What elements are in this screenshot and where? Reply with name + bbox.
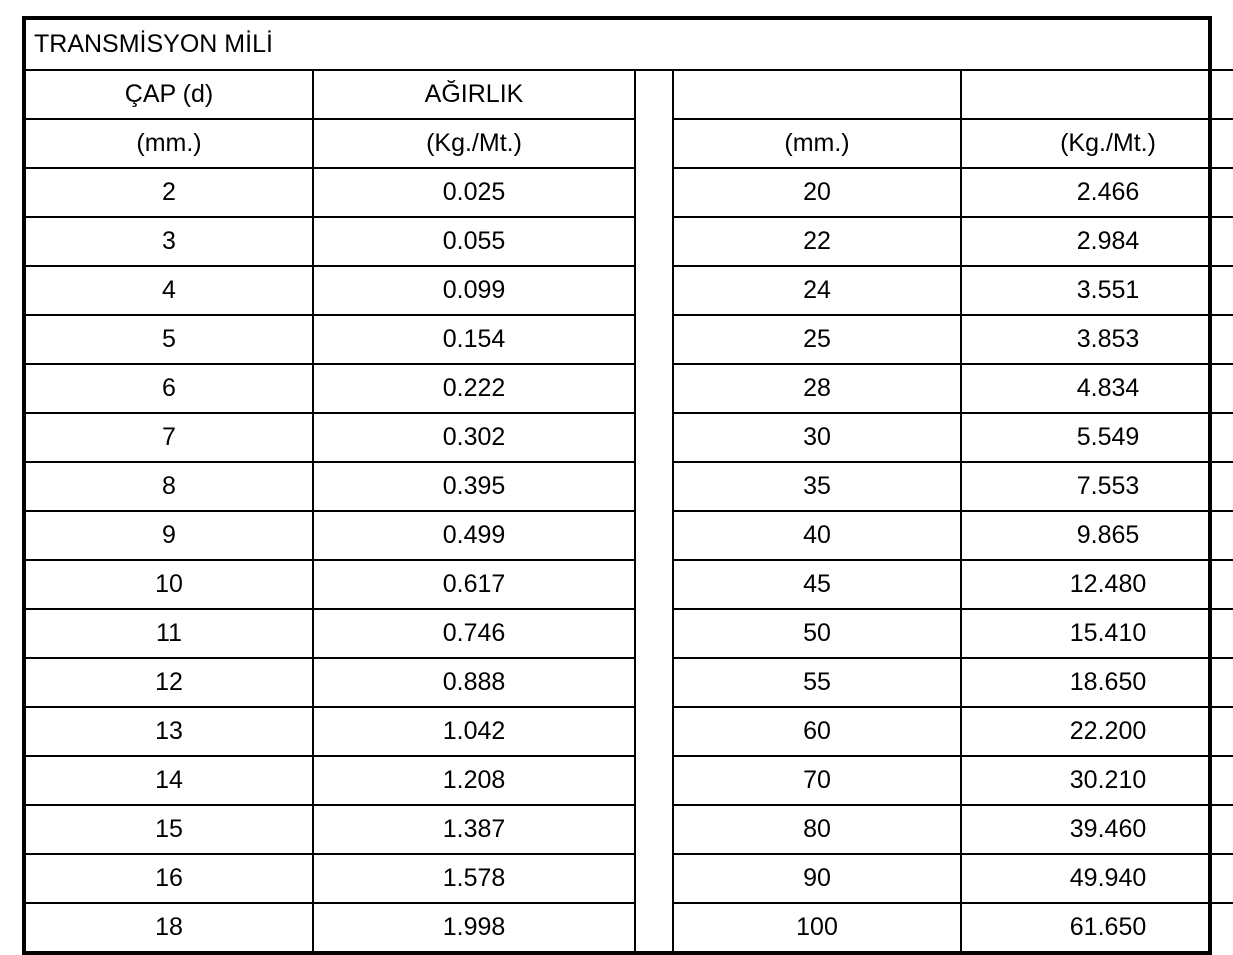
cell-diameter-right: 30: [673, 413, 961, 462]
cell-diameter-right: 25: [673, 315, 961, 364]
header-left-diameter-unit: (mm.): [26, 119, 313, 168]
cell-diameter-right: 60: [673, 707, 961, 756]
table-row: [26, 315, 1233, 364]
cell-weight-right: 12.480: [961, 560, 1233, 609]
header-left-diameter: ÇAP (d): [26, 70, 313, 119]
cell-diameter-right: 20: [673, 168, 961, 217]
column-separator: [635, 609, 673, 658]
cell-weight-left: 0.888: [313, 658, 635, 707]
cell-diameter-left: 5: [26, 315, 313, 364]
cell-diameter-right: 90: [673, 854, 961, 903]
header-right-diameter: [673, 70, 961, 119]
column-separator: [635, 119, 673, 168]
cell-diameter-left: 10: [26, 560, 313, 609]
cell-weight-left: 0.617: [313, 560, 635, 609]
cell-weight-right: 18.650: [961, 658, 1233, 707]
cell-diameter-left: 8: [26, 462, 313, 511]
cell-diameter-left: 4: [26, 266, 313, 315]
table-row: [26, 168, 1233, 217]
cell-diameter-right: 40: [673, 511, 961, 560]
cell-weight-right: 2.466: [961, 168, 1233, 217]
column-separator: [635, 511, 673, 560]
cell-diameter-left: 11: [26, 609, 313, 658]
cell-diameter-left: 16: [26, 854, 313, 903]
table-row: [26, 707, 1233, 756]
header-right-diameter-unit: (mm.): [673, 119, 961, 168]
table-row: [26, 658, 1233, 707]
table-title: TRANSMİSYON MİLİ: [26, 20, 1233, 70]
table-row: [26, 805, 1233, 854]
column-separator: [635, 217, 673, 266]
column-separator: [635, 756, 673, 805]
header-right-weight: [961, 70, 1233, 119]
cell-weight-left: 0.302: [313, 413, 635, 462]
cell-diameter-left: 9: [26, 511, 313, 560]
cell-diameter-left: 3: [26, 217, 313, 266]
column-separator: [635, 315, 673, 364]
column-separator: [635, 854, 673, 903]
cell-diameter-right: 45: [673, 560, 961, 609]
table-row: [26, 462, 1233, 511]
table-row: [26, 413, 1233, 462]
spec-table: [26, 20, 1233, 951]
table-row: [26, 364, 1233, 413]
cell-diameter-right: 24: [673, 266, 961, 315]
column-separator: [635, 462, 673, 511]
table-row: [26, 756, 1233, 805]
cell-diameter-right: 22: [673, 217, 961, 266]
header-left-weight-unit: (Kg./Mt.): [313, 119, 635, 168]
cell-diameter-right: 80: [673, 805, 961, 854]
header-row-2: [26, 119, 1233, 168]
cell-weight-right: 5.549: [961, 413, 1233, 462]
column-separator: [635, 168, 673, 217]
cell-weight-left: 1.578: [313, 854, 635, 903]
cell-weight-right: 2.984: [961, 217, 1233, 266]
cell-diameter-left: 14: [26, 756, 313, 805]
cell-diameter-left: 18: [26, 903, 313, 951]
cell-weight-left: 0.099: [313, 266, 635, 315]
column-separator: [635, 413, 673, 462]
cell-diameter-left: 6: [26, 364, 313, 413]
table-row: [26, 854, 1233, 903]
table-row: [26, 903, 1233, 951]
cell-weight-left: 0.025: [313, 168, 635, 217]
table-row: [26, 266, 1233, 315]
column-separator: [635, 658, 673, 707]
cell-weight-left: 1.208: [313, 756, 635, 805]
cell-weight-left: 0.746: [313, 609, 635, 658]
column-separator: [635, 70, 673, 119]
cell-diameter-left: 15: [26, 805, 313, 854]
transmission-shaft-table: [22, 16, 1212, 955]
column-separator: [635, 266, 673, 315]
column-separator: [635, 903, 673, 951]
cell-diameter-right: 100: [673, 903, 961, 951]
title-row: [26, 20, 1233, 70]
table-row: [26, 560, 1233, 609]
table-row: [26, 511, 1233, 560]
cell-weight-right: 39.460: [961, 805, 1233, 854]
cell-weight-right: 4.834: [961, 364, 1233, 413]
table-body: [26, 20, 1233, 951]
column-separator: [635, 805, 673, 854]
header-right-weight-unit: (Kg./Mt.): [961, 119, 1233, 168]
cell-weight-left: 0.222: [313, 364, 635, 413]
cell-weight-left: 1.042: [313, 707, 635, 756]
cell-diameter-right: 35: [673, 462, 961, 511]
cell-weight-left: 0.499: [313, 511, 635, 560]
cell-weight-left: 1.998: [313, 903, 635, 951]
cell-diameter-left: 7: [26, 413, 313, 462]
cell-weight-left: 0.154: [313, 315, 635, 364]
cell-weight-right: 3.551: [961, 266, 1233, 315]
cell-weight-right: 22.200: [961, 707, 1233, 756]
cell-diameter-right: 28: [673, 364, 961, 413]
cell-diameter-right: 50: [673, 609, 961, 658]
header-row-1: [26, 70, 1233, 119]
cell-weight-right: 49.940: [961, 854, 1233, 903]
cell-weight-left: 0.395: [313, 462, 635, 511]
column-separator: [635, 707, 673, 756]
cell-diameter-left: 12: [26, 658, 313, 707]
cell-weight-right: 30.210: [961, 756, 1233, 805]
cell-weight-right: 3.853: [961, 315, 1233, 364]
table-row: [26, 217, 1233, 266]
cell-diameter-right: 55: [673, 658, 961, 707]
cell-weight-right: 61.650: [961, 903, 1233, 951]
column-separator: [635, 364, 673, 413]
cell-weight-left: 0.055: [313, 217, 635, 266]
cell-weight-left: 1.387: [313, 805, 635, 854]
cell-weight-right: 7.553: [961, 462, 1233, 511]
table-row: [26, 609, 1233, 658]
header-left-weight: AĞIRLIK: [313, 70, 635, 119]
cell-weight-right: 15.410: [961, 609, 1233, 658]
cell-diameter-left: 2: [26, 168, 313, 217]
column-separator: [635, 560, 673, 609]
cell-weight-right: 9.865: [961, 511, 1233, 560]
cell-diameter-left: 13: [26, 707, 313, 756]
cell-diameter-right: 70: [673, 756, 961, 805]
